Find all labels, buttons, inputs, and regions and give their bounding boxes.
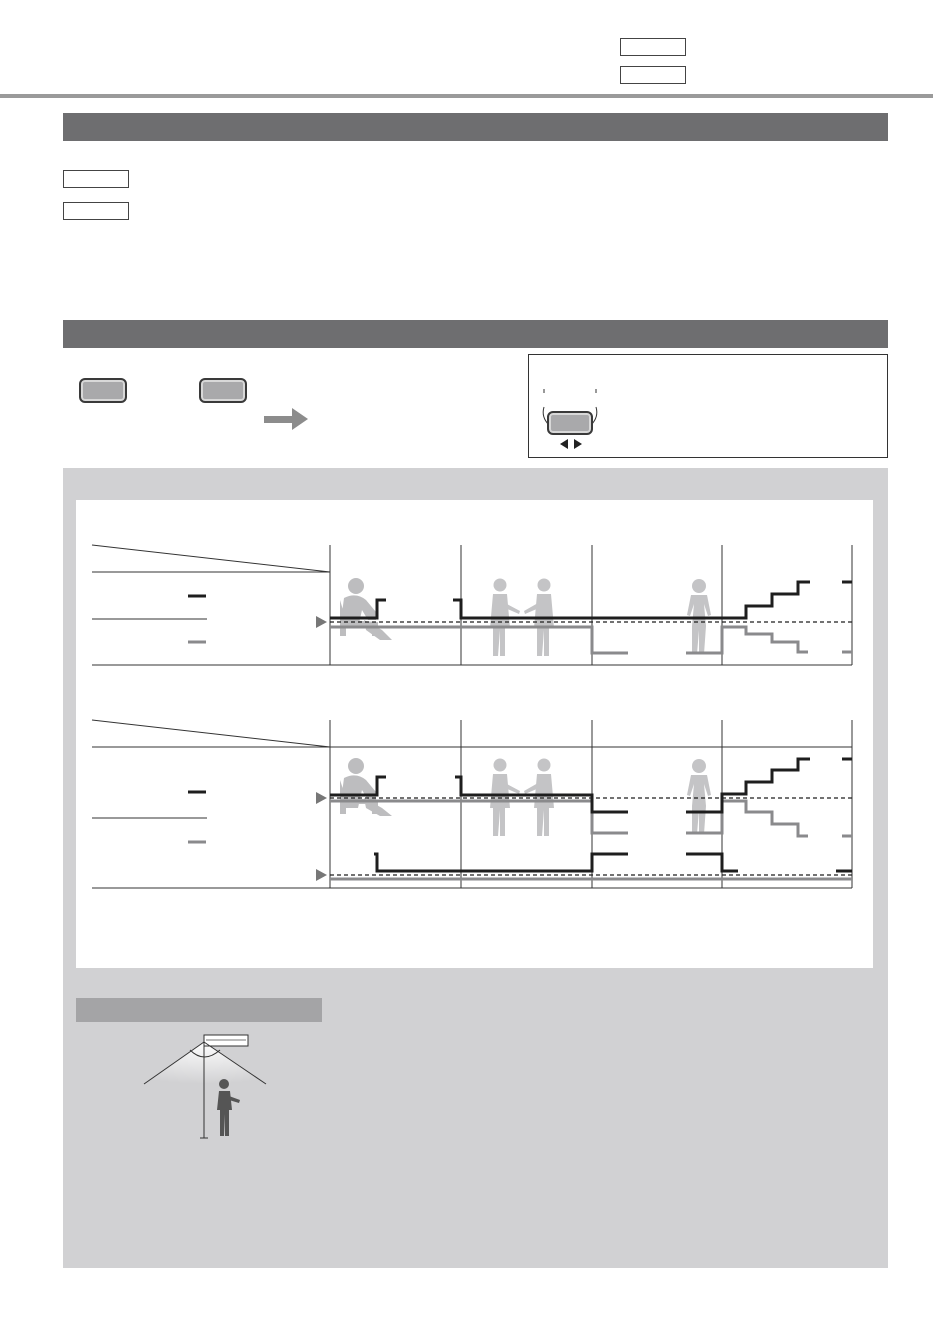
walking-person-figure-2 (687, 759, 711, 834)
setpoint-marker-2 (316, 792, 327, 804)
setpoint-marker-1 (316, 616, 327, 628)
dark-line-1 (330, 582, 852, 618)
diagram2-header-diagonal (92, 720, 330, 747)
two-people-figure-2 (490, 759, 554, 837)
ceiling-sensor-icon (130, 1030, 290, 1150)
sensor-sub-bar (76, 998, 322, 1022)
dark-line-2 (330, 759, 852, 812)
seated-person-figure-2 (340, 758, 392, 816)
standing-person-figure (217, 1079, 240, 1136)
diagram-2 (92, 720, 852, 888)
seated-person-figure-1 (340, 578, 392, 640)
setpoint-marker-3 (316, 869, 327, 881)
grey-line-1 (330, 627, 852, 653)
dark-line-3 (374, 854, 852, 871)
diagram1-header-diagonal (92, 545, 330, 572)
diagram-1 (92, 545, 852, 665)
